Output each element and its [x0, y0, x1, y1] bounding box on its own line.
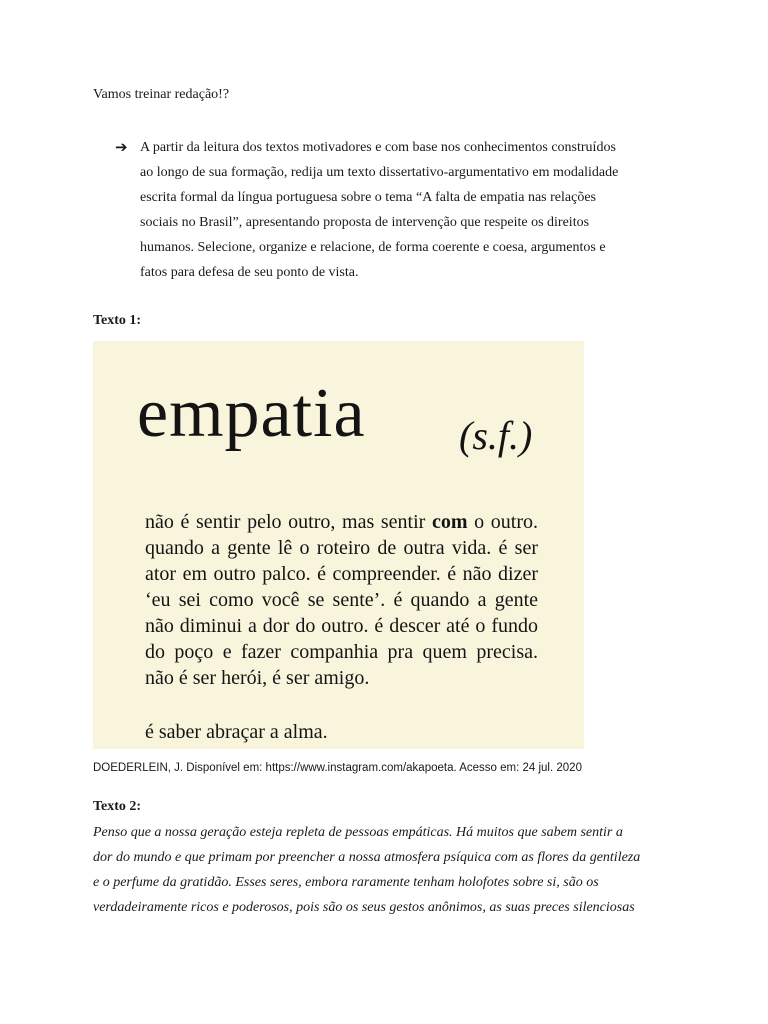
- quote-line: verdadeiramente ricos e poderosos, pois são os seus gestos anônimos, as suas preces silenciosas: [93, 900, 635, 915]
- empatia-word: empatia: [137, 375, 366, 452]
- instruction-text: [140, 135, 680, 285]
- empatia-image: [93, 341, 584, 749]
- source-citation: DOEDERLEIN, J. Disponível em: https://www.instagram.com/akapoeta. Acesso em: 24 jul. 2020: [93, 762, 582, 774]
- instruction-line: A partir da leitura dos textos motivadores e com base nos conhecimentos construídos: [140, 140, 616, 155]
- definition-closing: é saber abraçar a alma.: [145, 721, 328, 743]
- intro-text: Vamos treinar redação!?: [93, 87, 230, 102]
- instruction-line: fatos para defesa de seu ponto de vista.: [140, 265, 359, 280]
- definition-part: o outro. quando a gente lê o roteiro de outra vida. é ser ator em outro palco. é compreender. é não dizer ‘eu sei como você se sente’. é quando a gente não diminui a dor do outro. é descer até o fundo do poço e fazer companhia pra quem precisa. não é ser herói, é ser amigo.: [145, 511, 538, 689]
- instruction-line: ao longo de sua formação, redija um texto dissertativo-argumentativo em modalidade: [140, 165, 619, 180]
- texto2-quote: [93, 820, 678, 920]
- word-class-label: (s.f.): [459, 413, 533, 458]
- instruction-line: sociais no Brasil”, apresentando proposta de intervenção que respeite os direitos: [140, 215, 590, 230]
- quote-line: e o perfume da gratidão. Esses seres, embora raramente tenham holofotes sobre si, são os: [93, 875, 599, 890]
- instruction-line: humanos. Selecione, organize e relacione, de forma coerente e coesa, argumentos e: [140, 240, 606, 255]
- definition-part: não é sentir pelo outro, mas sentir: [145, 511, 432, 533]
- quote-line: Penso que a nossa geração esteja repleta de pessoas empáticas. Há muitos que sabem sentir a: [93, 825, 623, 840]
- texto2-heading: Texto 2:: [93, 799, 142, 814]
- definition-text: [145, 509, 538, 691]
- instruction-line: escrita formal da língua portuguesa sobre o tema “A falta de empatia nas relações: [140, 190, 596, 205]
- quote-line: dor do mundo e que primam por preencher a nossa atmosfera psíquica com as flores da gentileza: [93, 850, 641, 865]
- texto1-heading: Texto 1:: [93, 313, 142, 328]
- definition-bold-word: com: [431, 511, 468, 533]
- instruction-block: [115, 135, 685, 285]
- right-arrow-icon: ➔: [115, 138, 128, 156]
